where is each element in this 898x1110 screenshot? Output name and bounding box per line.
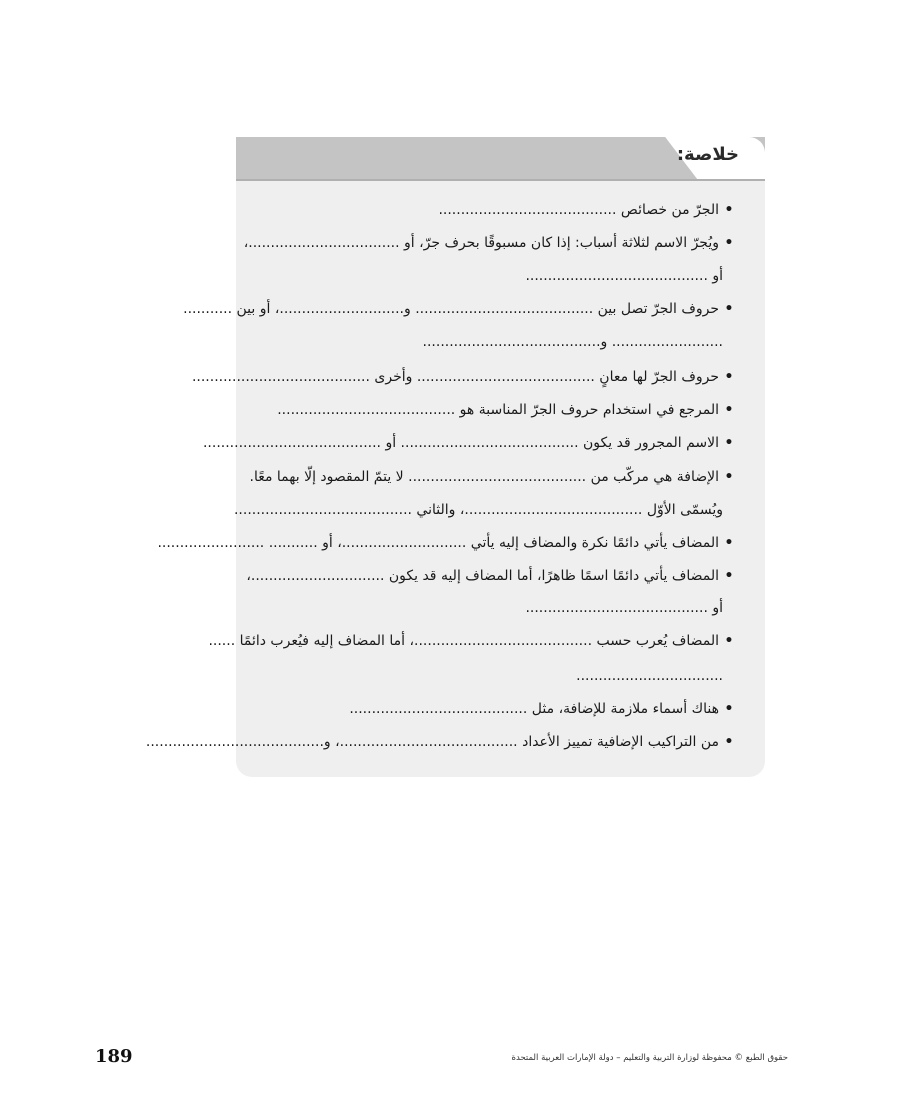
summary-line	[246, 562, 735, 590]
bullet-icon: •	[724, 202, 734, 218]
summary-line	[202, 429, 735, 457]
bullet-icon: •	[724, 369, 734, 385]
bullet-icon: •	[724, 469, 734, 485]
line-text: المضاف يأتي دائمًا نكرة والمضاف إليه يأتي ............................، أو ........... ........................	[157, 535, 719, 551]
line-text: أو .........................................	[525, 268, 723, 284]
bullet-icon: •	[724, 402, 734, 418]
summary-line	[183, 295, 735, 323]
line-text: أو .........................................	[525, 600, 723, 616]
line-text: ويُجرّ الاسم لثلاثة أسباب: إذا كان مسبوقًا بحرف جرّ، أو ..................................،	[243, 235, 719, 251]
line-text: الجرّ من خصائص ........................................	[438, 202, 719, 218]
line-text: هناك أسماء ملازمة للإضافة، مثل ........................................	[349, 701, 719, 717]
summary-line	[191, 363, 735, 391]
summary-line	[243, 229, 735, 257]
bullet-icon: •	[724, 701, 734, 717]
summary-box	[145, 137, 765, 777]
line-text: ......................... و........................................	[422, 334, 723, 350]
bullet-icon: •	[724, 235, 734, 251]
summary-line-continuation	[254, 262, 723, 290]
summary-title: خلاصة:	[676, 144, 739, 165]
summary-line-continuation	[254, 328, 723, 356]
bullet-icon: •	[724, 734, 734, 750]
summary-line	[157, 529, 735, 557]
bullet-icon: •	[724, 633, 734, 649]
summary-line-continuation	[233, 496, 723, 524]
summary-line	[254, 396, 735, 424]
line-text: .................................	[576, 668, 723, 684]
line-text: المضاف يُعرب حسب ........................................، أما المضاف إليه فيُعرب دائمًا ......	[208, 633, 719, 649]
line-text: ويُسمّى الأوّل ........................................، والثاني ........................................	[233, 502, 723, 518]
summary-line-continuation	[254, 662, 723, 690]
page-number: 189	[95, 1046, 133, 1067]
bullet-icon: •	[724, 435, 734, 451]
bullet-icon: •	[724, 568, 734, 584]
line-text: الإضافة هي مركّب من ........................................ لا يتمّ المقصود إلّا بهما معًا.	[249, 469, 719, 485]
line-text: من التراكيب الإضافية تمييز الأعداد ........................................، و........................................	[145, 734, 719, 750]
summary-line	[254, 196, 735, 224]
line-text: حروف الجرّ تصل بين ........................................ و............................، أو بين ...........	[183, 301, 719, 317]
summary-line	[145, 728, 735, 756]
line-text: حروف الجرّ لها معانٍ ........................................ وأخرى ........................................	[191, 369, 719, 385]
summary-line	[249, 463, 735, 491]
line-text: الاسم المجرور قد يكون ........................................ أو ........................................	[202, 435, 719, 451]
summary-line	[254, 695, 735, 723]
bullet-icon: •	[724, 535, 734, 551]
line-text: المضاف يأتي دائمًا اسمًا ظاهرًا، أما المضاف إليه قد يكون ..............................،	[246, 568, 719, 584]
line-text: المرجع في استخدام حروف الجرّ المناسبة هو ........................................	[277, 402, 719, 418]
bullet-icon: •	[724, 301, 734, 317]
summary-line	[208, 627, 735, 655]
copyright-footer: حقوق الطبع © محفوظة لوزارة التربية والتعليم – دولة الإمارات العربية المتحدة	[511, 1053, 788, 1063]
summary-line-continuation	[254, 594, 723, 622]
